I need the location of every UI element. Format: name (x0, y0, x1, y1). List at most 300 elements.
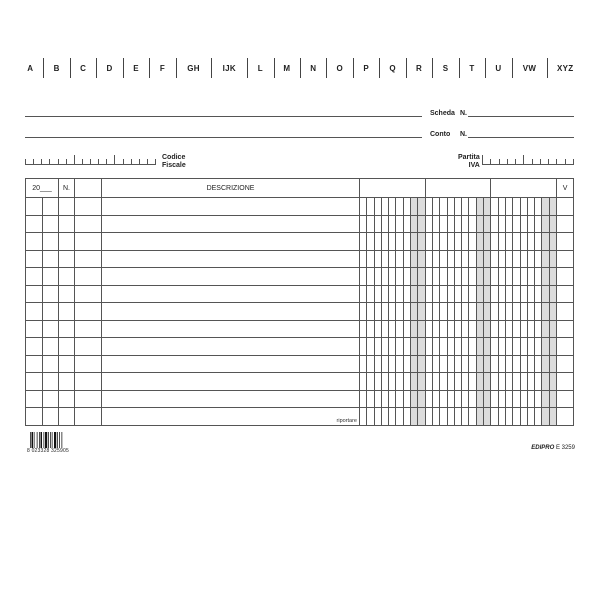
amount-digit-cell[interactable] (484, 373, 491, 391)
amount-digit-cell[interactable] (498, 285, 505, 303)
amount-digit-cell[interactable] (535, 268, 542, 286)
amount-digit-cell[interactable] (403, 390, 410, 408)
amount-digit-cell[interactable] (476, 303, 483, 321)
amount-digit-cell[interactable] (476, 198, 483, 216)
amount-digit-cell[interactable] (425, 198, 432, 216)
amount-digit-cell[interactable] (447, 215, 454, 233)
amount-digit-cell[interactable] (389, 285, 396, 303)
amount-digit-cell[interactable] (403, 285, 410, 303)
amount-digit-cell[interactable] (491, 390, 498, 408)
amount-digit-cell[interactable] (418, 320, 425, 338)
amount-digit-cell[interactable] (411, 408, 418, 426)
number-cell[interactable] (59, 198, 75, 216)
description-cell[interactable] (102, 373, 360, 391)
amount-digit-cell[interactable] (381, 233, 388, 251)
day-cell[interactable] (26, 268, 43, 286)
amount-digit-cell[interactable] (411, 373, 418, 391)
amount-digit-cell[interactable] (374, 408, 381, 426)
amount-digit-cell[interactable] (381, 320, 388, 338)
amount-digit-cell[interactable] (454, 268, 461, 286)
amount-digit-cell[interactable] (447, 408, 454, 426)
amount-digit-cell[interactable] (374, 390, 381, 408)
amount-digit-cell[interactable] (432, 390, 439, 408)
amount-digit-cell[interactable] (425, 338, 432, 356)
reference-cell[interactable] (75, 285, 102, 303)
amount-digit-cell[interactable] (469, 320, 476, 338)
amount-digit-cell[interactable] (513, 198, 520, 216)
amount-digit-cell[interactable] (527, 233, 534, 251)
amount-digit-cell[interactable] (520, 320, 527, 338)
day-cell[interactable] (26, 408, 43, 426)
day-cell[interactable] (26, 338, 43, 356)
amount-digit-cell[interactable] (549, 320, 556, 338)
amount-digit-cell[interactable] (432, 215, 439, 233)
amount-digit-cell[interactable] (360, 233, 367, 251)
description-cell[interactable] (102, 215, 360, 233)
amount-digit-cell[interactable] (520, 250, 527, 268)
amount-digit-cell[interactable] (432, 233, 439, 251)
amount-digit-cell[interactable] (367, 233, 374, 251)
amount-digit-cell[interactable] (520, 268, 527, 286)
amount-digit-cell[interactable] (454, 338, 461, 356)
amount-digit-cell[interactable] (367, 285, 374, 303)
amount-digit-cell[interactable] (462, 198, 469, 216)
number-cell[interactable] (59, 320, 75, 338)
amount-digit-cell[interactable] (549, 303, 556, 321)
amount-digit-cell[interactable] (432, 268, 439, 286)
amount-digit-cell[interactable] (469, 250, 476, 268)
amount-digit-cell[interactable] (396, 268, 403, 286)
reference-cell[interactable] (75, 373, 102, 391)
amount-digit-cell[interactable] (549, 198, 556, 216)
amount-digit-cell[interactable] (447, 320, 454, 338)
amount-digit-cell[interactable] (381, 338, 388, 356)
amount-digit-cell[interactable] (396, 215, 403, 233)
reference-cell[interactable] (75, 233, 102, 251)
description-cell[interactable] (102, 233, 360, 251)
amount-digit-cell[interactable] (513, 390, 520, 408)
reference-cell[interactable] (75, 250, 102, 268)
amount-digit-cell[interactable] (447, 355, 454, 373)
amount-digit-cell[interactable] (440, 373, 447, 391)
amount-digit-cell[interactable] (389, 338, 396, 356)
number-cell[interactable] (59, 233, 75, 251)
amount-digit-cell[interactable] (411, 303, 418, 321)
reference-cell[interactable] (75, 390, 102, 408)
amount-digit-cell[interactable] (381, 408, 388, 426)
amount-digit-cell[interactable] (476, 373, 483, 391)
amount-digit-cell[interactable] (389, 390, 396, 408)
amount-digit-cell[interactable] (542, 303, 549, 321)
amount-digit-cell[interactable] (360, 198, 367, 216)
amount-digit-cell[interactable] (498, 373, 505, 391)
amount-digit-cell[interactable] (505, 250, 512, 268)
amount-digit-cell[interactable] (396, 338, 403, 356)
description-cell[interactable] (102, 338, 360, 356)
amount-digit-cell[interactable] (498, 215, 505, 233)
amount-digit-cell[interactable] (535, 198, 542, 216)
amount-digit-cell[interactable] (542, 408, 549, 426)
day-cell[interactable] (26, 285, 43, 303)
amount-digit-cell[interactable] (411, 250, 418, 268)
description-cell[interactable] (102, 320, 360, 338)
amount-digit-cell[interactable] (535, 390, 542, 408)
amount-digit-cell[interactable] (389, 408, 396, 426)
amount-digit-cell[interactable] (520, 390, 527, 408)
amount-digit-cell[interactable] (476, 268, 483, 286)
amount-digit-cell[interactable] (513, 285, 520, 303)
amount-digit-cell[interactable] (396, 355, 403, 373)
number-cell[interactable] (59, 355, 75, 373)
amount-digit-cell[interactable] (542, 390, 549, 408)
amount-digit-cell[interactable] (469, 338, 476, 356)
amount-digit-cell[interactable] (396, 373, 403, 391)
amount-digit-cell[interactable] (498, 338, 505, 356)
amount-digit-cell[interactable] (462, 338, 469, 356)
amount-digit-cell[interactable] (360, 355, 367, 373)
amount-digit-cell[interactable] (484, 320, 491, 338)
amount-digit-cell[interactable] (418, 338, 425, 356)
amount-digit-cell[interactable] (542, 268, 549, 286)
amount-digit-cell[interactable] (520, 215, 527, 233)
amount-digit-cell[interactable] (498, 303, 505, 321)
amount-digit-cell[interactable] (491, 408, 498, 426)
amount-digit-cell[interactable] (367, 355, 374, 373)
amount-digit-cell[interactable] (381, 303, 388, 321)
number-cell[interactable] (59, 285, 75, 303)
amount-digit-cell[interactable] (447, 268, 454, 286)
amount-digit-cell[interactable] (542, 338, 549, 356)
v-cell[interactable] (557, 250, 574, 268)
amount-digit-cell[interactable] (513, 233, 520, 251)
amount-digit-cell[interactable] (469, 215, 476, 233)
amount-digit-cell[interactable] (505, 390, 512, 408)
amount-digit-cell[interactable] (462, 390, 469, 408)
amount-digit-cell[interactable] (447, 250, 454, 268)
amount-digit-cell[interactable] (549, 373, 556, 391)
month-cell[interactable] (43, 373, 59, 391)
amount-digit-cell[interactable] (374, 338, 381, 356)
amount-digit-cell[interactable] (425, 285, 432, 303)
amount-digit-cell[interactable] (476, 338, 483, 356)
amount-digit-cell[interactable] (418, 233, 425, 251)
amount-digit-cell[interactable] (484, 408, 491, 426)
amount-digit-cell[interactable] (418, 198, 425, 216)
number-cell[interactable] (59, 338, 75, 356)
number-cell[interactable] (59, 390, 75, 408)
month-cell[interactable] (43, 250, 59, 268)
amount-digit-cell[interactable] (411, 198, 418, 216)
amount-digit-cell[interactable] (462, 233, 469, 251)
month-cell[interactable] (43, 408, 59, 426)
amount-digit-cell[interactable] (520, 233, 527, 251)
amount-digit-cell[interactable] (527, 390, 534, 408)
amount-digit-cell[interactable] (484, 338, 491, 356)
amount-digit-cell[interactable] (535, 408, 542, 426)
amount-digit-cell[interactable] (491, 233, 498, 251)
amount-digit-cell[interactable] (520, 373, 527, 391)
amount-digit-cell[interactable] (491, 320, 498, 338)
amount-digit-cell[interactable] (505, 285, 512, 303)
amount-digit-cell[interactable] (527, 250, 534, 268)
amount-digit-cell[interactable] (549, 355, 556, 373)
day-cell[interactable] (26, 303, 43, 321)
amount-digit-cell[interactable] (440, 355, 447, 373)
amount-digit-cell[interactable] (396, 198, 403, 216)
month-cell[interactable] (43, 355, 59, 373)
amount-digit-cell[interactable] (527, 268, 534, 286)
amount-digit-cell[interactable] (484, 250, 491, 268)
amount-digit-cell[interactable] (396, 233, 403, 251)
amount-digit-cell[interactable] (542, 373, 549, 391)
amount-digit-cell[interactable] (432, 408, 439, 426)
month-cell[interactable] (43, 215, 59, 233)
amount-digit-cell[interactable] (520, 303, 527, 321)
amount-digit-cell[interactable] (418, 408, 425, 426)
amount-digit-cell[interactable] (491, 198, 498, 216)
amount-digit-cell[interactable] (418, 268, 425, 286)
amount-digit-cell[interactable] (389, 268, 396, 286)
amount-digit-cell[interactable] (418, 355, 425, 373)
amount-digit-cell[interactable] (535, 338, 542, 356)
amount-digit-cell[interactable] (411, 215, 418, 233)
amount-digit-cell[interactable] (535, 250, 542, 268)
v-cell[interactable] (557, 390, 574, 408)
amount-digit-cell[interactable] (527, 285, 534, 303)
amount-digit-cell[interactable] (367, 303, 374, 321)
amount-digit-cell[interactable] (549, 338, 556, 356)
amount-digit-cell[interactable] (498, 198, 505, 216)
amount-digit-cell[interactable] (527, 338, 534, 356)
amount-digit-cell[interactable] (374, 285, 381, 303)
v-cell[interactable] (557, 320, 574, 338)
amount-digit-cell[interactable] (381, 390, 388, 408)
amount-digit-cell[interactable] (513, 373, 520, 391)
v-cell[interactable] (557, 268, 574, 286)
amount-digit-cell[interactable] (374, 215, 381, 233)
reference-cell[interactable] (75, 355, 102, 373)
amount-digit-cell[interactable] (462, 285, 469, 303)
amount-digit-cell[interactable] (454, 215, 461, 233)
amount-digit-cell[interactable] (381, 285, 388, 303)
amount-digit-cell[interactable] (360, 408, 367, 426)
amount-digit-cell[interactable] (440, 250, 447, 268)
amount-digit-cell[interactable] (476, 408, 483, 426)
v-cell[interactable] (557, 198, 574, 216)
v-cell[interactable] (557, 285, 574, 303)
description-cell[interactable] (102, 285, 360, 303)
amount-digit-cell[interactable] (367, 320, 374, 338)
v-cell[interactable] (557, 215, 574, 233)
number-cell[interactable] (59, 408, 75, 426)
amount-digit-cell[interactable] (360, 250, 367, 268)
amount-digit-cell[interactable] (469, 285, 476, 303)
amount-digit-cell[interactable] (469, 408, 476, 426)
amount-digit-cell[interactable] (535, 355, 542, 373)
amount-digit-cell[interactable] (440, 215, 447, 233)
amount-digit-cell[interactable] (360, 268, 367, 286)
amount-digit-cell[interactable] (462, 373, 469, 391)
amount-digit-cell[interactable] (535, 320, 542, 338)
amount-digit-cell[interactable] (367, 215, 374, 233)
amount-digit-cell[interactable] (535, 303, 542, 321)
amount-digit-cell[interactable] (374, 303, 381, 321)
amount-digit-cell[interactable] (542, 198, 549, 216)
amount-digit-cell[interactable] (491, 338, 498, 356)
amount-digit-cell[interactable] (381, 268, 388, 286)
amount-digit-cell[interactable] (549, 215, 556, 233)
amount-digit-cell[interactable] (505, 198, 512, 216)
amount-digit-cell[interactable] (527, 373, 534, 391)
amount-digit-cell[interactable] (432, 320, 439, 338)
v-cell[interactable] (557, 355, 574, 373)
day-cell[interactable] (26, 373, 43, 391)
amount-digit-cell[interactable] (476, 233, 483, 251)
amount-digit-cell[interactable] (549, 408, 556, 426)
amount-digit-cell[interactable] (440, 303, 447, 321)
amount-digit-cell[interactable] (418, 250, 425, 268)
v-cell[interactable] (557, 338, 574, 356)
reference-cell[interactable] (75, 338, 102, 356)
v-cell[interactable] (557, 373, 574, 391)
amount-digit-cell[interactable] (549, 390, 556, 408)
amount-digit-cell[interactable] (513, 303, 520, 321)
amount-digit-cell[interactable] (469, 233, 476, 251)
amount-digit-cell[interactable] (411, 233, 418, 251)
amount-digit-cell[interactable] (476, 320, 483, 338)
month-cell[interactable] (43, 285, 59, 303)
amount-digit-cell[interactable] (484, 285, 491, 303)
amount-digit-cell[interactable] (454, 320, 461, 338)
amount-digit-cell[interactable] (505, 303, 512, 321)
amount-digit-cell[interactable] (542, 355, 549, 373)
amount-digit-cell[interactable] (527, 320, 534, 338)
amount-digit-cell[interactable] (491, 250, 498, 268)
amount-digit-cell[interactable] (440, 320, 447, 338)
amount-digit-cell[interactable] (505, 268, 512, 286)
amount-digit-cell[interactable] (440, 408, 447, 426)
amount-digit-cell[interactable] (535, 215, 542, 233)
amount-digit-cell[interactable] (374, 355, 381, 373)
amount-digit-cell[interactable] (469, 390, 476, 408)
amount-digit-cell[interactable] (418, 390, 425, 408)
amount-digit-cell[interactable] (447, 338, 454, 356)
reference-cell[interactable] (75, 268, 102, 286)
day-cell[interactable] (26, 390, 43, 408)
amount-digit-cell[interactable] (527, 408, 534, 426)
amount-digit-cell[interactable] (360, 373, 367, 391)
number-cell[interactable] (59, 303, 75, 321)
description-cell[interactable] (102, 250, 360, 268)
amount-digit-cell[interactable] (403, 250, 410, 268)
amount-digit-cell[interactable] (367, 250, 374, 268)
amount-digit-cell[interactable] (447, 390, 454, 408)
amount-digit-cell[interactable] (527, 215, 534, 233)
amount-digit-cell[interactable] (484, 303, 491, 321)
amount-digit-cell[interactable] (360, 285, 367, 303)
description-cell[interactable] (102, 303, 360, 321)
amount-digit-cell[interactable] (469, 303, 476, 321)
amount-digit-cell[interactable] (411, 320, 418, 338)
amount-digit-cell[interactable] (360, 320, 367, 338)
amount-digit-cell[interactable] (425, 408, 432, 426)
amount-digit-cell[interactable] (440, 285, 447, 303)
amount-digit-cell[interactable] (403, 373, 410, 391)
month-cell[interactable] (43, 198, 59, 216)
number-cell[interactable] (59, 215, 75, 233)
amount-digit-cell[interactable] (403, 233, 410, 251)
amount-digit-cell[interactable] (374, 373, 381, 391)
amount-digit-cell[interactable] (498, 408, 505, 426)
amount-digit-cell[interactable] (505, 408, 512, 426)
amount-digit-cell[interactable] (360, 390, 367, 408)
amount-digit-cell[interactable] (535, 285, 542, 303)
amount-digit-cell[interactable] (484, 198, 491, 216)
amount-digit-cell[interactable] (542, 215, 549, 233)
amount-digit-cell[interactable] (520, 338, 527, 356)
amount-digit-cell[interactable] (498, 320, 505, 338)
amount-digit-cell[interactable] (367, 198, 374, 216)
amount-digit-cell[interactable] (549, 285, 556, 303)
amount-digit-cell[interactable] (396, 250, 403, 268)
day-cell[interactable] (26, 320, 43, 338)
amount-digit-cell[interactable] (360, 303, 367, 321)
amount-digit-cell[interactable] (469, 268, 476, 286)
amount-digit-cell[interactable] (527, 303, 534, 321)
amount-digit-cell[interactable] (520, 285, 527, 303)
amount-digit-cell[interactable] (454, 233, 461, 251)
amount-digit-cell[interactable] (360, 338, 367, 356)
amount-digit-cell[interactable] (411, 355, 418, 373)
month-cell[interactable] (43, 338, 59, 356)
amount-digit-cell[interactable] (491, 373, 498, 391)
amount-digit-cell[interactable] (396, 320, 403, 338)
amount-digit-cell[interactable] (542, 285, 549, 303)
amount-digit-cell[interactable] (476, 285, 483, 303)
amount-digit-cell[interactable] (440, 390, 447, 408)
amount-digit-cell[interactable] (389, 233, 396, 251)
amount-digit-cell[interactable] (535, 233, 542, 251)
amount-digit-cell[interactable] (513, 250, 520, 268)
amount-digit-cell[interactable] (505, 320, 512, 338)
amount-digit-cell[interactable] (432, 198, 439, 216)
amount-digit-cell[interactable] (381, 355, 388, 373)
amount-digit-cell[interactable] (374, 198, 381, 216)
v-cell[interactable] (557, 408, 574, 426)
amount-digit-cell[interactable] (440, 338, 447, 356)
amount-digit-cell[interactable] (440, 198, 447, 216)
amount-digit-cell[interactable] (403, 198, 410, 216)
month-cell[interactable] (43, 233, 59, 251)
amount-digit-cell[interactable] (381, 198, 388, 216)
amount-digit-cell[interactable] (498, 390, 505, 408)
amount-digit-cell[interactable] (549, 268, 556, 286)
amount-digit-cell[interactable] (462, 250, 469, 268)
amount-digit-cell[interactable] (476, 390, 483, 408)
reference-cell[interactable] (75, 408, 102, 426)
amount-digit-cell[interactable] (396, 303, 403, 321)
amount-digit-cell[interactable] (389, 320, 396, 338)
amount-digit-cell[interactable] (403, 268, 410, 286)
amount-digit-cell[interactable] (367, 268, 374, 286)
amount-digit-cell[interactable] (505, 215, 512, 233)
amount-digit-cell[interactable] (425, 250, 432, 268)
amount-digit-cell[interactable] (425, 373, 432, 391)
amount-digit-cell[interactable] (549, 233, 556, 251)
amount-digit-cell[interactable] (462, 268, 469, 286)
amount-digit-cell[interactable] (505, 373, 512, 391)
amount-digit-cell[interactable] (454, 250, 461, 268)
